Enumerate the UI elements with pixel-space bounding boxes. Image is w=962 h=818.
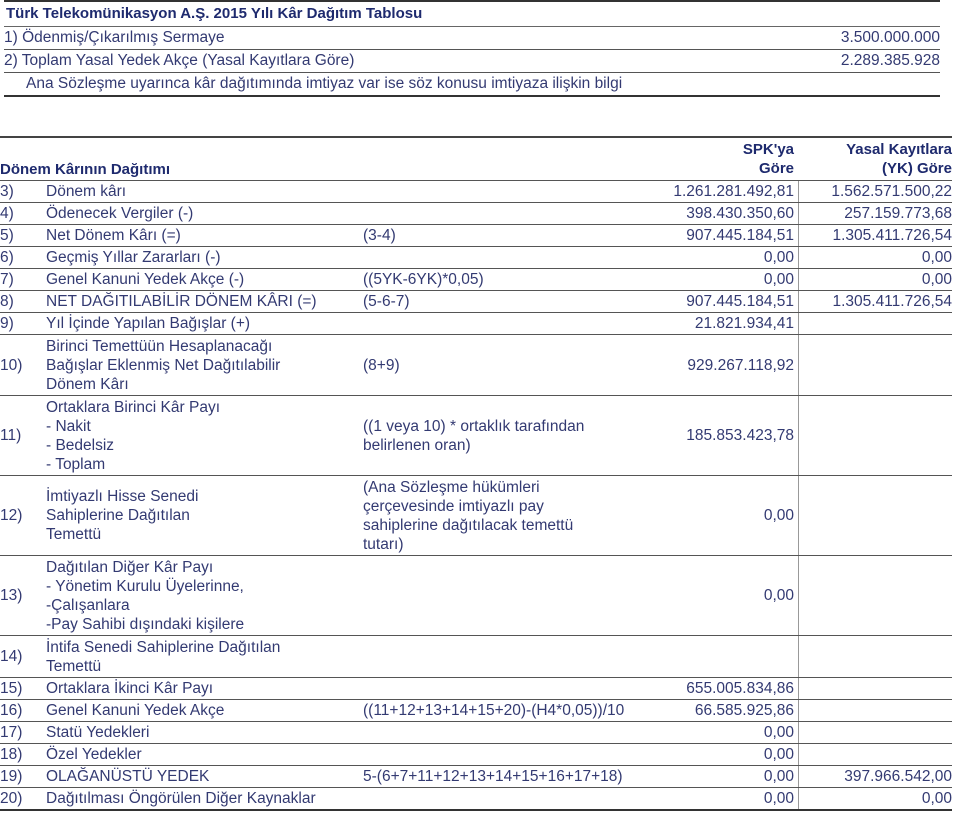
row-number: 17) [0,724,23,741]
row-label-lines [46,558,363,634]
row-number: 5) [0,227,14,244]
row-formula: ((11+12+13+14+15+20)-(H4*0,05))/10 [363,702,625,719]
row-value-spk: 0,00 [654,744,799,765]
row-label [46,337,363,394]
row-value-spk: 907.445.184,51 [654,225,799,246]
table-title: Dönem Kârının Dağıtımı [0,161,171,178]
row-value-spk: 929.267.118,92 [654,335,799,395]
row-number: 10) [0,356,23,374]
text-line: - Bedelsiz [46,436,115,454]
text-line: belirlenen oran) [363,436,471,454]
row-value-yk: 397.966.542,00 [844,768,952,785]
row-label: Statü Yedekleri [46,724,150,741]
row-label-lines [46,638,363,676]
privilege-info-row [4,73,940,97]
text-line: Birinci Temettüün Hesaplanacağı [46,337,273,355]
table-title: Türk Telekomünikasyon A.Ş. 2015 Yılı Kâr Dağıtım Tablosu [4,0,940,27]
profit-distribution-table [0,136,952,811]
row-number: 12) [0,507,23,524]
row-label: Ortaklara İkinci Kâr Payı [46,680,214,697]
table-row [0,700,952,722]
row-label [46,487,363,544]
table-row [0,335,952,396]
row-value: 3.500.000.000 [840,29,940,46]
row-value-spk [654,636,799,677]
row-formula: 5-(6+7+11+12+13+14+15+16+17+18) [363,768,623,785]
table-row [0,476,952,556]
row-number: 15) [0,680,23,697]
header-line: Göre [758,160,794,177]
text-line: Dağıtılan Diğer Kâr Payı [46,558,214,576]
text-line: Temettü [46,526,102,543]
row-value-yk: 0,00 [921,271,952,288]
row-value-spk: 0,00 [654,766,799,787]
row-label: Net Dönem Kârı (=) [46,227,181,244]
table-row [0,744,952,766]
row-label: Genel Kanuni Yedek Akçe [46,702,225,719]
text-line: - Yönetim Kurulu Üyelerinne, [46,577,244,595]
text-line: -Çalışanlara [46,596,130,614]
row-label [46,638,363,676]
table-row [0,181,952,203]
row-value-spk: 1.261.281.492,81 [654,181,799,202]
row-value: 2.289.385.928 [840,52,940,69]
text-line: Ortaklara Birinci Kâr Payı [46,398,220,416]
row-value-spk: 21.821.934,41 [654,313,799,334]
text-line: Dönem Kârı [46,375,129,393]
text-line: ((1 veya 10) * ortaklık tarafından [363,417,585,435]
table-header [0,136,952,181]
text-line: Sahiplerine Dağıtılan [46,507,190,524]
row-number: 7) [0,271,14,288]
row-label: 1) Ödenmiş/Çıkarılmış Sermaye [4,29,225,46]
text-line: - Nakit [46,417,91,435]
text-line: -Pay Sahibi dışındaki kişilere [46,615,245,633]
row-label: Özel Yedekler [46,746,142,763]
row-formula: ((5YK-6YK)*0,05) [363,271,484,288]
header-line: (YK) Göre [881,160,952,177]
row-value-spk: 66.585.925,86 [654,700,799,721]
text-line: tutarı) [363,535,404,553]
row-value-spk: 185.853.423,78 [654,396,799,475]
row-formula: (8+9) [363,356,400,374]
table-row [0,396,952,476]
row-label-lines [46,337,363,394]
row-number: 20) [0,790,23,807]
row-label-lines [46,398,363,474]
row-value-spk: 0,00 [654,269,799,290]
table-row [0,291,952,313]
row-formula-lines [363,417,654,455]
row-label: Dönem kârı [46,183,127,200]
row-label [46,558,363,634]
row-number: 14) [0,648,23,665]
row-label: Ana Sözleşme uyarınca kâr dağıtımında imtiyaz var ise söz konusu imtiyaza ilişkin bilgi [26,75,623,92]
row-number: 8) [0,293,14,310]
text-line: Temettü [46,657,102,675]
row-number: 3) [0,183,14,200]
row-number: 9) [0,315,14,332]
table-row [0,722,952,744]
table-row [0,556,952,636]
table-row [0,766,952,788]
table-row [0,678,952,700]
text-line: - Toplam [46,455,106,473]
row-value-spk: 0,00 [654,476,799,555]
header-line: Yasal Kayıtlara [846,141,952,158]
row-label: Yıl İçinde Yapılan Bağışlar (+) [46,315,251,332]
text-line: İmtiyazlı Hisse Senedi [46,488,199,505]
row-label [46,398,363,474]
table-row [0,636,952,678]
text-line: Bağışlar Eklenmiş Net Dağıtılabilir [46,356,281,374]
text-line: sahiplerine dağıtılacak temettü [363,516,574,534]
row-value-spk: 655.005.834,86 [654,678,799,699]
row-value-spk: 0,00 [654,556,799,635]
column-header-spk [654,140,794,178]
row-label: NET DAĞITILABİLİR DÖNEM KÂRI (=) [46,293,317,310]
capital-summary-table [4,0,940,97]
text-line: (Ana Sözleşme hükümleri [363,478,540,496]
table-row [0,203,952,225]
text-line: çerçevesinde imtiyazlı pay [363,497,544,515]
row-formula [363,478,654,554]
row-value-yk: 257.159.773,68 [844,205,952,222]
row-number: 13) [0,587,23,604]
table-row [0,225,952,247]
row-label: 2) Toplam Yasal Yedek Akçe (Yasal Kayıtlara Göre) [4,52,355,69]
table-row [4,27,940,50]
row-label-lines [46,487,363,544]
text-line: İntifa Senedi Sahiplerine Dağıtılan [46,638,281,656]
table-row [0,269,952,291]
row-value-yk: 1.305.411.726,54 [832,227,952,244]
row-value-yk: 1.562.571.500,22 [831,183,952,200]
row-value-spk: 0,00 [654,722,799,743]
table-row [0,313,952,335]
row-value-spk: 0,00 [654,788,799,809]
row-value-yk: 0,00 [921,249,952,266]
row-label: Ödenecek Vergiler (-) [46,205,194,222]
row-formula [363,417,654,455]
row-formula: (3-4) [363,227,396,244]
row-number: 18) [0,746,23,763]
row-formula-lines [363,478,654,554]
row-formula: (5-6-7) [363,293,410,310]
row-number: 4) [0,205,14,222]
table-row [0,247,952,269]
table-row [0,788,952,811]
row-value-spk: 0,00 [654,247,799,268]
row-number: 11) [0,427,22,444]
row-label: Dağıtılması Öngörülen Diğer Kaynaklar [46,790,316,807]
row-value-spk: 398.430.350,60 [654,203,799,224]
row-label: OLAĞANÜSTÜ YEDEK [46,768,210,785]
table-body [0,181,952,811]
row-number: 19) [0,768,23,785]
row-value-yk: 0,00 [921,790,952,807]
row-value-spk: 907.445.184,51 [654,291,799,312]
row-number: 6) [0,249,14,266]
column-header-yk [794,140,952,178]
table-row [4,50,940,73]
row-label: Geçmiş Yıllar Zararları (-) [46,249,221,266]
row-number: 16) [0,702,23,719]
row-label: Genel Kanuni Yedek Akçe (-) [46,271,245,288]
header-line: SPK'ya [742,141,794,158]
row-value-yk: 1.305.411.726,54 [832,293,952,310]
